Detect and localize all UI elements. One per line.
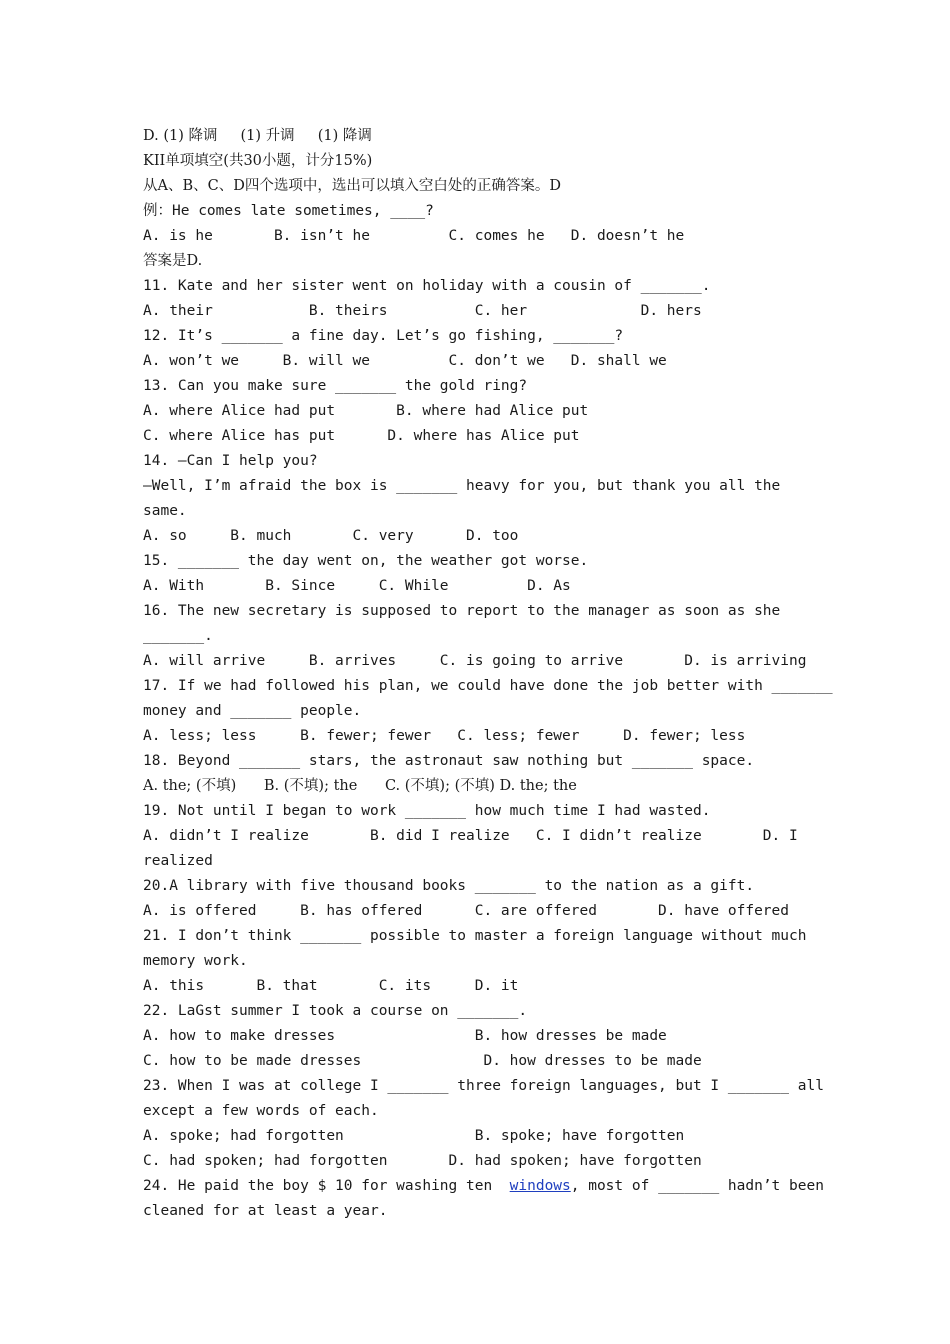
question-14-stem-2: —Well, I’m afraid the box is _______ heavy for you, but thank you all the (143, 478, 781, 494)
question-13-stem: 13. Can you make sure _______ the gold ring? (143, 378, 528, 394)
question-24-stem-2: cleaned for at least a year. (143, 1203, 388, 1219)
question-16-stem-2: _______. (143, 628, 213, 644)
intonation-line: D. (1) 降调 (1) 升调 (1) 降调 (143, 128, 372, 144)
question-20-options: A. is offered B. has offered C. are offered D. have offered (143, 903, 790, 919)
question-13-options-cd: C. where Alice has put D. where has Alice put (143, 428, 580, 444)
question-24-text-after: , most of _______ hadn’t been (570, 1178, 824, 1194)
question-14-stem-3: same. (143, 503, 187, 519)
question-21-stem: 21. I don’t think _______ possible to master a foreign language without much (143, 928, 807, 944)
question-23-options-ab: A. spoke; had forgotten B. spoke; have forgotten (143, 1128, 685, 1144)
question-22-options-ab: A. how to make dresses B. how dresses be made (143, 1028, 667, 1044)
question-15-stem: 15. _______ the day went on, the weather got worse. (143, 553, 589, 569)
question-22-options-cd: C. how to be made dresses D. how dresses to be made (143, 1053, 702, 1069)
question-24-text-before: 24. He paid the boy $ 10 for washing ten (143, 1178, 510, 1194)
question-14-options: A. so B. much C. very D. too (143, 528, 519, 544)
example-options: A. is he B. isn’t he C. comes he D. doesn’t he (143, 228, 685, 244)
windows-link[interactable]: windows (509, 1178, 571, 1194)
question-11-options: A. their B. theirs C. her D. hers (143, 303, 702, 319)
instruction-text: 从A、B、C、D四个选项中，选出可以填入空白处的正确答案。D (143, 178, 561, 194)
question-22-stem: 22. LaGst summer I took a course on _______. (143, 1003, 528, 1019)
question-11-stem: 11. Kate and her sister went on holiday with a cousin of _______. (143, 278, 711, 294)
question-21-options: A. this B. that C. its D. it (143, 978, 519, 994)
example-question: 例：He comes late sometimes, ____? (143, 203, 434, 219)
question-17-stem-2: money and _______ people. (143, 703, 362, 719)
question-20-stem: 20.A library with five thousand books _______ to the nation as a gift. (143, 878, 755, 894)
question-23-stem-2: except a few words of each. (143, 1103, 379, 1119)
question-15-options: A. With B. Since C. While D. As (143, 578, 571, 594)
question-23-options-cd: C. had spoken; had forgotten D. had spoken; have forgotten (143, 1153, 702, 1169)
question-19-stem: 19. Not until I began to work _______ how much time I had wasted. (143, 803, 711, 819)
question-16-stem: 16. The new secretary is supposed to report to the manager as soon as she (143, 603, 781, 619)
question-23-stem: 23. When I was at college I _______ three foreign languages, but I _______ all (143, 1078, 824, 1094)
question-17-stem: 17. If we had followed his plan, we could have done the job better with _______ (143, 678, 833, 694)
question-12-options: A. won’t we B. will we C. don’t we D. shall we (143, 353, 667, 369)
question-21-stem-2: memory work. (143, 953, 248, 969)
question-18-stem: 18. Beyond _______ stars, the astronaut saw nothing but _______ space. (143, 753, 755, 769)
example-answer: 答案是D. (143, 253, 203, 269)
question-19-options: A. didn’t I realize B. did I realize C. I didn’t realize D. I (143, 828, 798, 844)
question-19-options-2: realized (143, 853, 213, 869)
question-16-options: A. will arrive B. arrives C. is going to arrive D. is arriving (143, 653, 807, 669)
question-18-options: A. the; (不填) B. (不填); the C. (不填); (不填) D. the; the (143, 778, 577, 794)
section-title: KII单项填空(共30小题，计分15%) (143, 153, 373, 169)
question-17-options: A. less; less B. fewer; fewer C. less; fewer D. fewer; less (143, 728, 746, 744)
question-24-stem (143, 1176, 824, 1196)
question-12-stem: 12. It’s _______ a fine day. Let’s go fishing, _______? (143, 328, 624, 344)
question-14-stem: 14. —Can I help you? (143, 453, 318, 469)
question-13-options-ab: A. where Alice had put B. where had Alice put (143, 403, 589, 419)
